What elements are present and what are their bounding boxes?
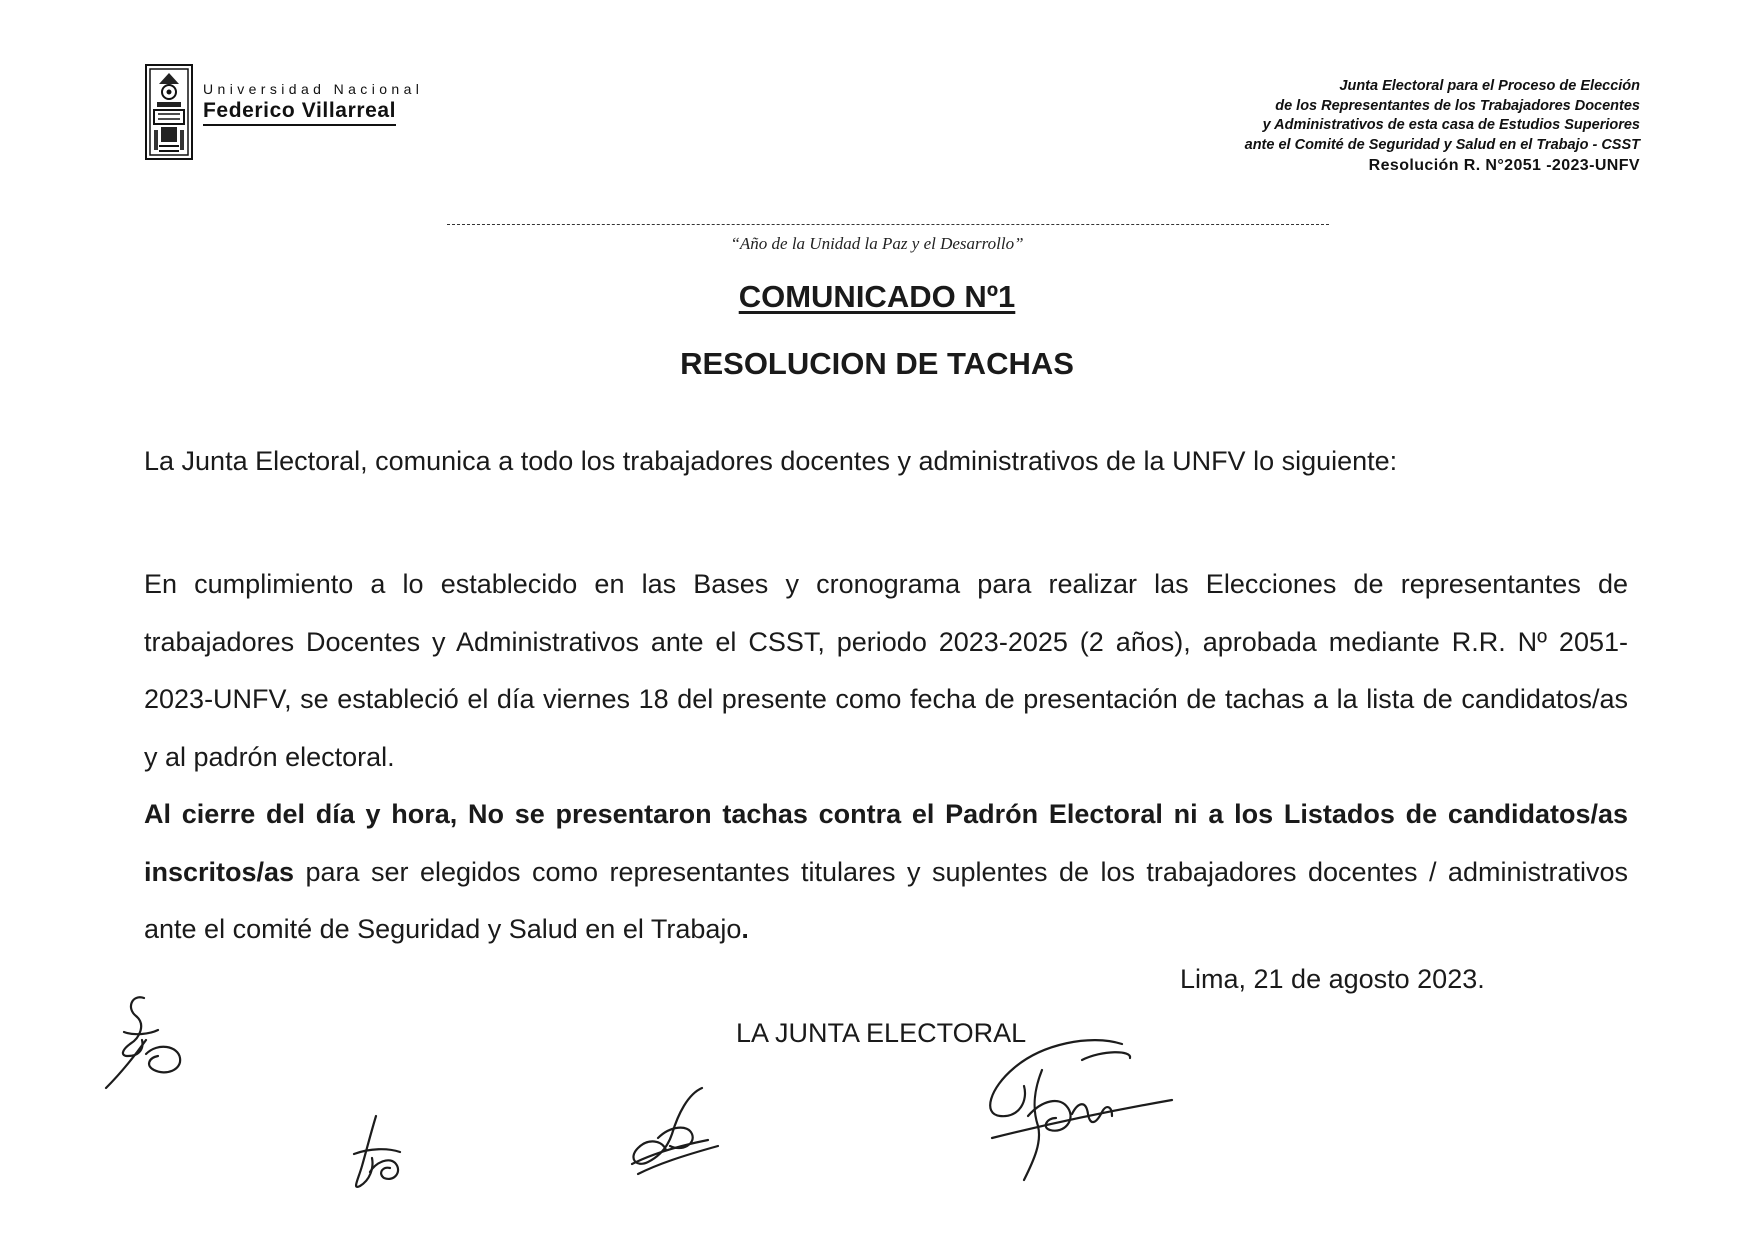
intro-paragraph: La Junta Electoral, comunica a todo los trabajadores docentes y administrativos de la UNFV lo siguiente: bbox=[144, 446, 1398, 476]
university-logo bbox=[145, 64, 475, 160]
logo-university-label: Universidad Nacional bbox=[203, 81, 424, 97]
paragraph-result bbox=[144, 786, 1628, 959]
main-body bbox=[144, 556, 1628, 959]
place-date: Lima, 21 de agosto 2023. bbox=[1180, 964, 1485, 994]
page-title-text: COMUNICADO Nº1 bbox=[738, 279, 1016, 314]
logo-university-name: Federico Villarreal bbox=[203, 99, 396, 126]
electoral-board-header bbox=[1080, 77, 1640, 176]
signature-icon bbox=[972, 1030, 1182, 1186]
year-motto: “Año de la Unidad la Paz y el Desarrollo” bbox=[730, 234, 1024, 253]
dashed-divider bbox=[447, 224, 1329, 225]
signature-icon bbox=[96, 990, 206, 1095]
signature-icon bbox=[618, 1084, 728, 1180]
paragraph-result-normal: para ser elegidos como representantes titulares y suplentes de los trabajadores docentes / administrativos ante el comité de Seguridad y Salud en el Trabajo bbox=[144, 856, 1628, 944]
header-line: ante el Comité de Seguridad y Salud en el Trabajo - CSST bbox=[1244, 136, 1640, 153]
header-resolution: Resolución R. N°2051 -2023-UNFV bbox=[1368, 157, 1640, 174]
page-subtitle: RESOLUCION DE TACHAS bbox=[680, 346, 1074, 381]
university-emblem-icon bbox=[145, 64, 193, 160]
paragraph-result-end: . bbox=[741, 914, 749, 944]
paragraph-result-bold: Al cierre del día y hora, No se presentaron tachas contra el Padrón Electoral ni a los Listados de candidatos/as inscritos/as bbox=[144, 799, 1628, 887]
signature-caption: LA JUNTA ELECTORAL bbox=[736, 1018, 1027, 1048]
header-line: Junta Electoral para el Proceso de Elección bbox=[1339, 78, 1640, 94]
header-line: y Administrativos de esta casa de Estudios Superiores bbox=[1262, 117, 1640, 133]
header-line: de los Representantes de los Trabajadores Docentes bbox=[1275, 97, 1640, 114]
page-title bbox=[0, 279, 1754, 315]
paragraph-compliance: En cumplimiento a lo establecido en las Bases y cronograma para realizar las Elecciones de representantes de trabajadores Docentes y Administrativos ante el CSST, periodo 2023-2025 (2 años), aprobada mediante R.R. Nº 2051-2023-UNFV, se estableció el día viernes 18 del presente como fecha de presentación de tachas a la lista de candidatos/as y al padrón electoral. bbox=[144, 569, 1628, 772]
